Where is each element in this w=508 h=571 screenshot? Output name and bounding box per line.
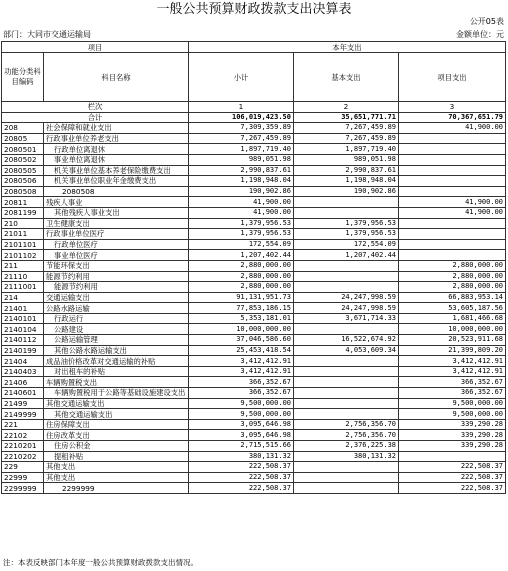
- row-code: 2101102: [2, 250, 44, 261]
- row-project: 222,508.37: [399, 472, 506, 483]
- table-row: [2, 345, 506, 356]
- row-subtotal: 7,267,459.89: [189, 133, 294, 144]
- row-basic: 1,379,956.53: [294, 229, 399, 240]
- row-subject-name: 其他支出: [44, 462, 189, 473]
- header-basic: 基本支出: [294, 53, 399, 102]
- row-basic: [294, 462, 399, 473]
- row-subtotal: 222,508.37: [189, 483, 294, 494]
- row-basic: 16,522,674.92: [294, 335, 399, 346]
- row-basic: [294, 483, 399, 494]
- row-project: 41,900.00: [399, 207, 506, 218]
- row-subject-name: 公路运输管理: [44, 335, 189, 346]
- header-subtotal: 小计: [189, 53, 294, 102]
- row-code: 2080502: [2, 154, 44, 165]
- row-subject-name: 事业单位医疗: [44, 250, 189, 261]
- row-subtotal: 37,046,586.60: [189, 335, 294, 346]
- row-basic: 2,756,356.70: [294, 419, 399, 430]
- row-subtotal: 3,095,646.98: [189, 430, 294, 441]
- row-project: 222,508.37: [399, 483, 506, 494]
- row-subject-name: 行政单位离退休: [44, 144, 189, 155]
- row-basic: 2,376,225.38: [294, 441, 399, 452]
- header-col2: 2: [294, 102, 399, 113]
- row-code: 21110: [2, 271, 44, 282]
- total-label: 合计: [2, 112, 189, 123]
- row-subtotal: 3,412,412.91: [189, 366, 294, 377]
- row-subject-name: 行政单位医疗: [44, 239, 189, 250]
- row-subtotal: 2,990,837.61: [189, 165, 294, 176]
- row-subject-name: 住房公积金: [44, 441, 189, 452]
- row-project: [399, 229, 506, 240]
- row-subject-name: 机关事业单位职业年金缴费支出: [44, 176, 189, 187]
- table-row: [2, 165, 506, 176]
- row-subtotal: 3,095,646.98: [189, 419, 294, 430]
- row-project: 3,412,412.91: [399, 366, 506, 377]
- row-subtotal: 190,902.86: [189, 186, 294, 197]
- row-subtotal: 222,508.37: [189, 472, 294, 483]
- row-basic: [294, 472, 399, 483]
- table-row: [2, 388, 506, 399]
- row-code: 22999: [2, 472, 44, 483]
- row-subject-name: 其他支出: [44, 472, 189, 483]
- row-code: 2210201: [2, 441, 44, 452]
- row-code: 20811: [2, 197, 44, 208]
- row-subject-name: 节能环保支出: [44, 260, 189, 271]
- row-basic: [294, 409, 399, 420]
- row-code: 2111001: [2, 282, 44, 293]
- row-subject-name: 卫生健康支出: [44, 218, 189, 229]
- row-code: 210: [2, 218, 44, 229]
- row-code: 2080508: [2, 186, 44, 197]
- row-subject-name: 其他残疾人事业支出: [44, 207, 189, 218]
- row-subtotal: 77,853,186.15: [189, 303, 294, 314]
- table-id: 公开05表: [469, 17, 504, 26]
- table-row: [2, 430, 506, 441]
- row-project: 10,000,000.00: [399, 324, 506, 335]
- row-project: 1,681,466.68: [399, 313, 506, 324]
- row-project: [399, 176, 506, 187]
- row-code: 21499: [2, 398, 44, 409]
- header-project-expense: 项目支出: [399, 53, 506, 102]
- table-row: [2, 303, 506, 314]
- row-subtotal: 9,500,000.00: [189, 398, 294, 409]
- row-subtotal: 7,309,359.89: [189, 123, 294, 134]
- row-subtotal: 2,880,000.00: [189, 260, 294, 271]
- row-basic: 989,051.98: [294, 154, 399, 165]
- row-subtotal: 1,198,948.04: [189, 176, 294, 187]
- header-column-no: 栏次: [2, 102, 189, 113]
- row-basic: [294, 388, 399, 399]
- row-project: [399, 451, 506, 462]
- row-subtotal: 41,900.00: [189, 197, 294, 208]
- row-subject-name: 成品油价格改革对交通运输的补贴: [44, 356, 189, 367]
- table-row: [2, 144, 506, 155]
- row-subject-name: 车辆购置税用于公路等基础设施建设支出: [44, 388, 189, 399]
- row-code: 2140101: [2, 313, 44, 324]
- row-project: 2,880,000.00: [399, 260, 506, 271]
- row-code: 2140403: [2, 366, 44, 377]
- table-row: [2, 154, 506, 165]
- header-col1: 1: [189, 102, 294, 113]
- row-code: 214: [2, 292, 44, 303]
- table-row: [2, 335, 506, 346]
- row-basic: 3,671,714.33: [294, 313, 399, 324]
- table-row: [2, 250, 506, 261]
- row-basic: [294, 197, 399, 208]
- row-basic: 1,897,719.40: [294, 144, 399, 155]
- row-code: 2149999: [2, 409, 44, 420]
- row-code: 21401: [2, 303, 44, 314]
- row-subject-name: 残疾人事业: [44, 197, 189, 208]
- row-subject-name: 行政事业单位养老支出: [44, 133, 189, 144]
- table-row: [2, 366, 506, 377]
- table-row: [2, 218, 506, 229]
- row-project: [399, 165, 506, 176]
- total-basic: 35,651,771.71: [294, 112, 399, 123]
- header-func-code: 功能分类科目编码: [2, 53, 44, 102]
- row-subject-name: 交通运输支出: [44, 292, 189, 303]
- row-subject-name: 住房保障支出: [44, 419, 189, 430]
- row-project: 2,880,000.00: [399, 282, 506, 293]
- row-basic: 172,554.09: [294, 239, 399, 250]
- row-subtotal: 2,880,000.00: [189, 271, 294, 282]
- row-project: [399, 144, 506, 155]
- row-project: [399, 239, 506, 250]
- row-subtotal: 172,554.09: [189, 239, 294, 250]
- header-current-year: 本年支出: [189, 42, 506, 53]
- row-project: 2,880,000.00: [399, 271, 506, 282]
- table-row: [2, 313, 506, 324]
- row-code: 211: [2, 260, 44, 271]
- row-subtotal: 1,379,956.53: [189, 218, 294, 229]
- row-code: 22102: [2, 430, 44, 441]
- table-row: [2, 441, 506, 452]
- row-subtotal: 10,000,000.00: [189, 324, 294, 335]
- row-subtotal: 91,131,951.73: [189, 292, 294, 303]
- amount-unit-label: 金额单位：元: [456, 30, 504, 39]
- row-project: 9,500,000.00: [399, 409, 506, 420]
- row-subtotal: 989,051.98: [189, 154, 294, 165]
- row-code: 221: [2, 419, 44, 430]
- row-subject-name: 社会保障和就业支出: [44, 123, 189, 134]
- total-project: 70,367,651.79: [399, 112, 506, 123]
- table-row: [2, 377, 506, 388]
- row-project: 3,412,412.91: [399, 356, 506, 367]
- row-basic: 4,053,609.34: [294, 345, 399, 356]
- row-code: 2101101: [2, 239, 44, 250]
- row-subject-name: 对出租车的补贴: [44, 366, 189, 377]
- row-subject-name: 行政运行: [44, 313, 189, 324]
- row-subtotal: 1,379,956.53: [189, 229, 294, 240]
- row-subject-name: 车辆购置税支出: [44, 377, 189, 388]
- row-project: 41,900.00: [399, 197, 506, 208]
- row-basic: 1,207,402.44: [294, 250, 399, 261]
- row-subject-name: 其他公路水路运输支出: [44, 345, 189, 356]
- table-row: [2, 451, 506, 462]
- row-code: 2140104: [2, 324, 44, 335]
- row-subject-name: 住房改革支出: [44, 430, 189, 441]
- table-row: [2, 409, 506, 420]
- table-row: [2, 419, 506, 430]
- row-code: 20805: [2, 133, 44, 144]
- row-subject-name: 事业单位离退休: [44, 154, 189, 165]
- row-project: 53,605,187.56: [399, 303, 506, 314]
- row-basic: 24,247,998.59: [294, 303, 399, 314]
- row-basic: [294, 377, 399, 388]
- table-row: [2, 271, 506, 282]
- row-basic: [294, 271, 399, 282]
- table-row: [2, 483, 506, 494]
- row-subject-name: 提租补贴: [44, 451, 189, 462]
- row-code: 2140112: [2, 335, 44, 346]
- row-subject-name: 其他交通运输支出: [44, 409, 189, 420]
- row-code: 2080506: [2, 176, 44, 187]
- row-project: 339,290.28: [399, 419, 506, 430]
- table-row: [2, 324, 506, 335]
- row-code: 208: [2, 123, 44, 134]
- row-basic: 2,990,837.61: [294, 165, 399, 176]
- row-project: [399, 250, 506, 261]
- row-project: [399, 133, 506, 144]
- row-basic: 7,267,459.89: [294, 133, 399, 144]
- row-subject-name: 能源节约利用: [44, 282, 189, 293]
- row-basic: [294, 282, 399, 293]
- row-code: 2140601: [2, 388, 44, 399]
- row-subject-name: 2080508: [44, 186, 189, 197]
- row-code: 2299999: [2, 483, 44, 494]
- table-row: [2, 176, 506, 187]
- row-basic: 380,131.32: [294, 451, 399, 462]
- row-code: 2140199: [2, 345, 44, 356]
- row-basic: 24,247,998.59: [294, 292, 399, 303]
- row-project: 9,500,000.00: [399, 398, 506, 409]
- row-code: 21011: [2, 229, 44, 240]
- row-code: 229: [2, 462, 44, 473]
- row-subtotal: 2,715,515.66: [189, 441, 294, 452]
- row-subtotal: 41,900.00: [189, 207, 294, 218]
- table-row: [2, 292, 506, 303]
- row-project: 41,900.00: [399, 123, 506, 134]
- row-basic: [294, 260, 399, 271]
- row-basic: 7,267,459.89: [294, 123, 399, 134]
- row-project: [399, 186, 506, 197]
- page-title: 一般公共预算财政拨款支出决算表: [156, 2, 352, 17]
- row-project: 66,883,953.14: [399, 292, 506, 303]
- row-project: 339,290.28: [399, 430, 506, 441]
- table-row: [2, 229, 506, 240]
- total-subtotal: 106,019,423.50: [189, 112, 294, 123]
- row-subject-name: 公路水路运输: [44, 303, 189, 314]
- row-code: 2210202: [2, 451, 44, 462]
- row-subtotal: 1,207,402.44: [189, 250, 294, 261]
- row-project: 366,352.67: [399, 377, 506, 388]
- row-subtotal: 25,453,418.54: [189, 345, 294, 356]
- table-row: [2, 462, 506, 473]
- row-subtotal: 380,131.32: [189, 451, 294, 462]
- row-basic: 190,902.86: [294, 186, 399, 197]
- row-basic: [294, 324, 399, 335]
- row-subtotal: 9,500,000.00: [189, 409, 294, 420]
- row-subtotal: 3,412,412.91: [189, 356, 294, 367]
- row-code: 2081199: [2, 207, 44, 218]
- row-subject-name: 2299999: [44, 483, 189, 494]
- row-basic: [294, 207, 399, 218]
- table-row: [2, 133, 506, 144]
- row-subtotal: 366,352.67: [189, 388, 294, 399]
- row-code: 21404: [2, 356, 44, 367]
- table-row: [2, 207, 506, 218]
- row-basic: 1,379,956.53: [294, 218, 399, 229]
- row-code: 2080505: [2, 165, 44, 176]
- row-subtotal: 5,353,181.01: [189, 313, 294, 324]
- department-label: 部门：大同市交通运输局: [3, 30, 91, 39]
- row-code: 21406: [2, 377, 44, 388]
- row-basic: [294, 366, 399, 377]
- table-row: [2, 239, 506, 250]
- row-project: 339,290.28: [399, 441, 506, 452]
- table-row: [2, 356, 506, 367]
- row-project: [399, 218, 506, 229]
- table-row: [2, 186, 506, 197]
- row-subject-name: 机关事业单位基本养老保险缴费支出: [44, 165, 189, 176]
- table-row: [2, 398, 506, 409]
- row-subject-name: 能源节约利用: [44, 271, 189, 282]
- row-subject-name: 行政事业单位医疗: [44, 229, 189, 240]
- table-row: [2, 123, 506, 134]
- row-subtotal: 222,508.37: [189, 462, 294, 473]
- row-project: 222,508.37: [399, 462, 506, 473]
- row-subtotal: 1,897,719.40: [189, 144, 294, 155]
- row-project: 20,523,911.68: [399, 335, 506, 346]
- table-row: [2, 260, 506, 271]
- row-project: [399, 154, 506, 165]
- footnote: 注：本表反映部门本年度一般公共预算财政拨款支出情况。: [3, 558, 198, 567]
- row-basic: 1,198,948.04: [294, 176, 399, 187]
- header-col3: 3: [399, 102, 506, 113]
- table-row: [2, 282, 506, 293]
- header-project: 项目: [2, 42, 189, 53]
- row-subtotal: 366,352.67: [189, 377, 294, 388]
- row-subject-name: 其他交通运输支出: [44, 398, 189, 409]
- row-subject-name: 公路建设: [44, 324, 189, 335]
- row-basic: [294, 356, 399, 367]
- expenditure-table: [1, 41, 506, 494]
- header-subject-name: 科目名称: [44, 53, 189, 102]
- row-code: 2080501: [2, 144, 44, 155]
- row-project: 21,399,809.20: [399, 345, 506, 356]
- row-subtotal: 2,880,000.00: [189, 282, 294, 293]
- row-basic: 2,756,356.70: [294, 430, 399, 441]
- row-basic: [294, 398, 399, 409]
- row-project: 366,352.67: [399, 388, 506, 399]
- table-row: [2, 197, 506, 208]
- table-row: [2, 472, 506, 483]
